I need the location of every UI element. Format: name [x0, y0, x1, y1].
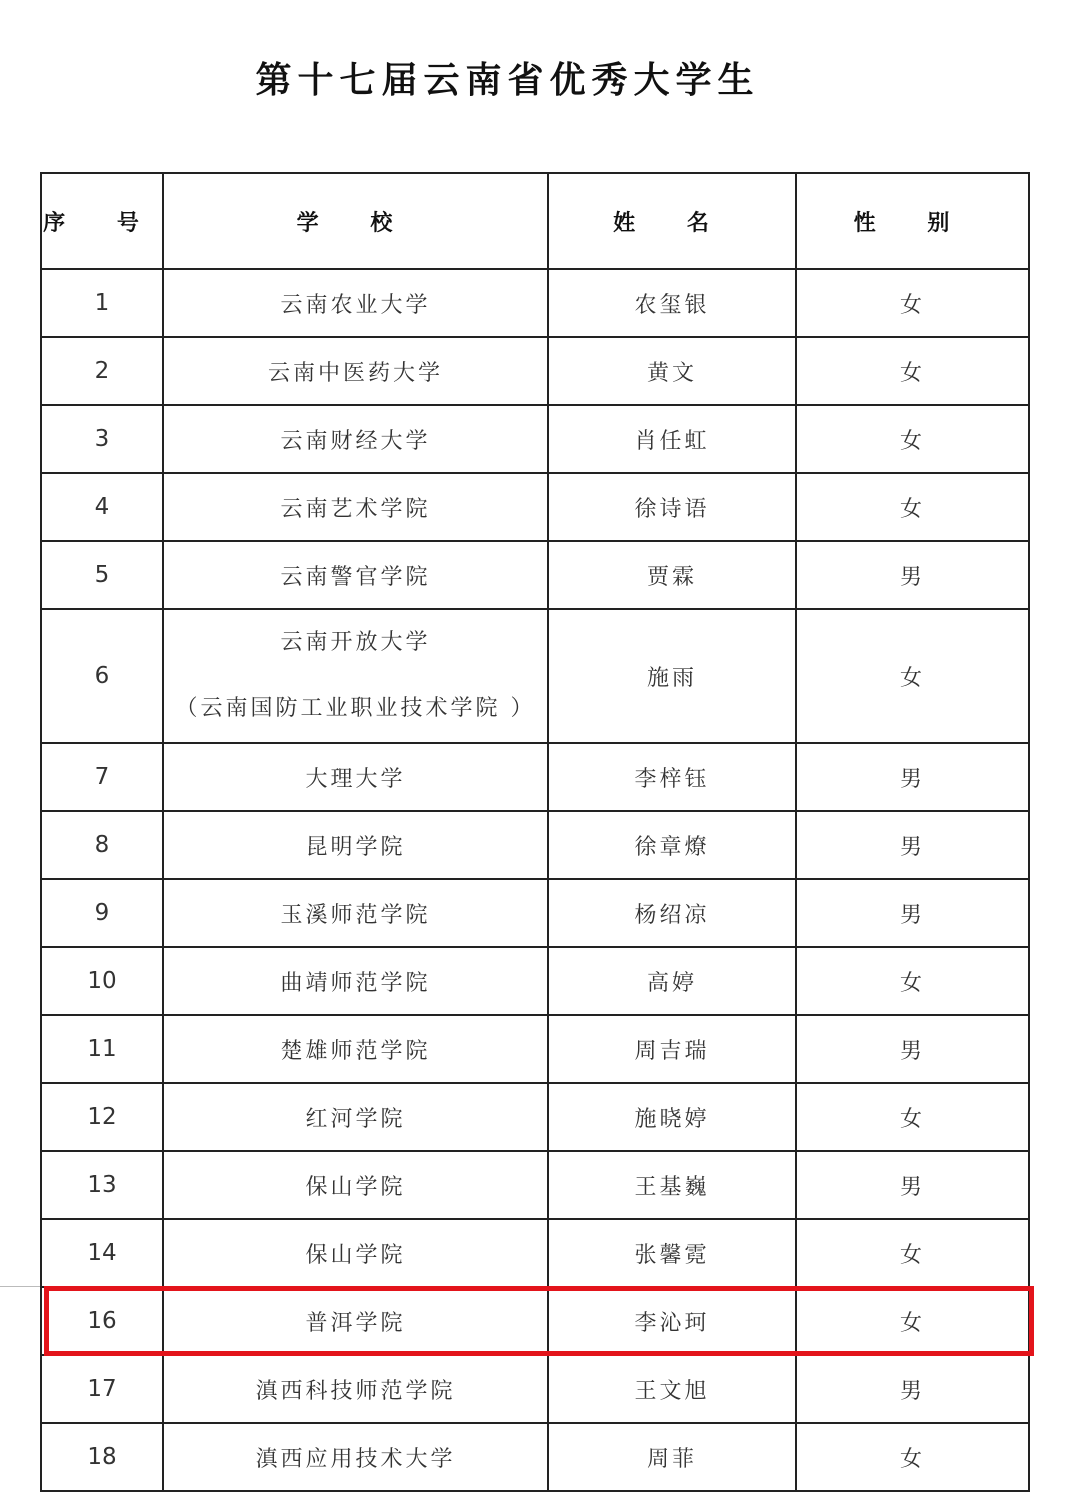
- cell-index: 10: [41, 947, 163, 1015]
- cell-index: 13: [41, 1151, 163, 1219]
- cell-school: 楚雄师范学院: [163, 1015, 548, 1083]
- table-row: [41, 541, 1029, 609]
- table-row: [41, 473, 1029, 541]
- table-row: [41, 609, 1029, 743]
- cell-index: 9: [41, 879, 163, 947]
- cell-gender: 女: [796, 473, 1029, 541]
- cell-name: 徐章燎: [548, 811, 796, 879]
- table-row: [41, 1151, 1029, 1219]
- table-row: [41, 1083, 1029, 1151]
- table-row: [41, 337, 1029, 405]
- table-row: [41, 743, 1029, 811]
- cell-gender: 男: [796, 1151, 1029, 1219]
- cell-name: 黄文: [548, 337, 796, 405]
- cell-gender: 女: [796, 1287, 1029, 1355]
- cell-school: 滇西应用技术大学: [163, 1423, 548, 1491]
- header-index: 序 号: [41, 173, 163, 269]
- cell-name: 肖任虹: [548, 405, 796, 473]
- cell-school: 玉溪师范学院: [163, 879, 548, 947]
- table-row: [41, 879, 1029, 947]
- cell-name: 李沁珂: [548, 1287, 796, 1355]
- cell-name: 徐诗语: [548, 473, 796, 541]
- cell-index: 4: [41, 473, 163, 541]
- cell-name: 杨绍凉: [548, 879, 796, 947]
- header-gender: 性 别: [796, 173, 1029, 269]
- cell-gender: 女: [796, 947, 1029, 1015]
- divider-line: [0, 1286, 40, 1287]
- cell-gender: 女: [796, 1083, 1029, 1151]
- cell-name: 王基巍: [548, 1151, 796, 1219]
- cell-name: 张馨霓: [548, 1219, 796, 1287]
- header-school: 学 校: [163, 173, 548, 269]
- table-row: [41, 1423, 1029, 1491]
- cell-index: 14: [41, 1219, 163, 1287]
- table-row: [41, 405, 1029, 473]
- cell-school: 昆明学院: [163, 811, 548, 879]
- cell-school: 曲靖师范学院: [163, 947, 548, 1015]
- cell-gender: 男: [796, 541, 1029, 609]
- cell-gender: 男: [796, 1015, 1029, 1083]
- cell-gender: 女: [796, 405, 1029, 473]
- cell-name: 施雨: [548, 609, 796, 743]
- table-row: [41, 1219, 1029, 1287]
- school-alias-line: （云南国防工业职业技术学院 ）: [175, 696, 536, 721]
- cell-index: 18: [41, 1423, 163, 1491]
- cell-index: 11: [41, 1015, 163, 1083]
- table-header-row: [41, 173, 1029, 269]
- cell-name: 李梓钰: [548, 743, 796, 811]
- cell-index: 6: [41, 609, 163, 743]
- cell-gender: 男: [796, 879, 1029, 947]
- cell-gender: 男: [796, 743, 1029, 811]
- table-row-highlighted: [41, 1287, 1029, 1355]
- cell-gender: 女: [796, 269, 1029, 337]
- cell-index: 12: [41, 1083, 163, 1151]
- cell-name: 农玺银: [548, 269, 796, 337]
- cell-name: 周菲: [548, 1423, 796, 1491]
- cell-name: 高婷: [548, 947, 796, 1015]
- cell-name: 贾霖: [548, 541, 796, 609]
- cell-name: 王文旭: [548, 1355, 796, 1423]
- cell-index: 2: [41, 337, 163, 405]
- cell-school: 云南农业大学: [163, 269, 548, 337]
- cell-name: 施晓婷: [548, 1083, 796, 1151]
- table-row: [41, 1355, 1029, 1423]
- cell-gender: 女: [796, 1423, 1029, 1491]
- cell-school: 红河学院: [163, 1083, 548, 1151]
- table-row: [41, 947, 1029, 1015]
- students-table: [40, 172, 1030, 1492]
- cell-gender: 女: [796, 1219, 1029, 1287]
- students-table-container: [40, 172, 1028, 1492]
- cell-school: 云南艺术学院: [163, 473, 548, 541]
- cell-gender: 男: [796, 1355, 1029, 1423]
- cell-index: 7: [41, 743, 163, 811]
- cell-index: 8: [41, 811, 163, 879]
- document-title: 第十七届云南省优秀大学生: [255, 60, 760, 101]
- cell-index: 1: [41, 269, 163, 337]
- cell-index: 17: [41, 1355, 163, 1423]
- table-row: [41, 811, 1029, 879]
- cell-school: 云南中医药大学: [163, 337, 548, 405]
- cell-index: 3: [41, 405, 163, 473]
- cell-school: 普洱学院: [163, 1287, 548, 1355]
- cell-school: 保山学院: [163, 1219, 548, 1287]
- cell-school: 滇西科技师范学院: [163, 1355, 548, 1423]
- cell-name: 周吉瑞: [548, 1015, 796, 1083]
- cell-gender: 女: [796, 337, 1029, 405]
- cell-gender: 男: [796, 811, 1029, 879]
- header-name: 姓 名: [548, 173, 796, 269]
- table-row: [41, 269, 1029, 337]
- table-row: [41, 1015, 1029, 1083]
- cell-school: 保山学院: [163, 1151, 548, 1219]
- cell-school: 云南警官学院: [163, 541, 548, 609]
- cell-index: 5: [41, 541, 163, 609]
- school-name-line: 云南开放大学: [280, 630, 431, 655]
- cell-school: 云南财经大学: [163, 405, 548, 473]
- cell-school: 大理大学: [163, 743, 548, 811]
- cell-school: [163, 609, 548, 743]
- cell-index: 16: [41, 1287, 163, 1355]
- cell-gender: 女: [796, 609, 1029, 743]
